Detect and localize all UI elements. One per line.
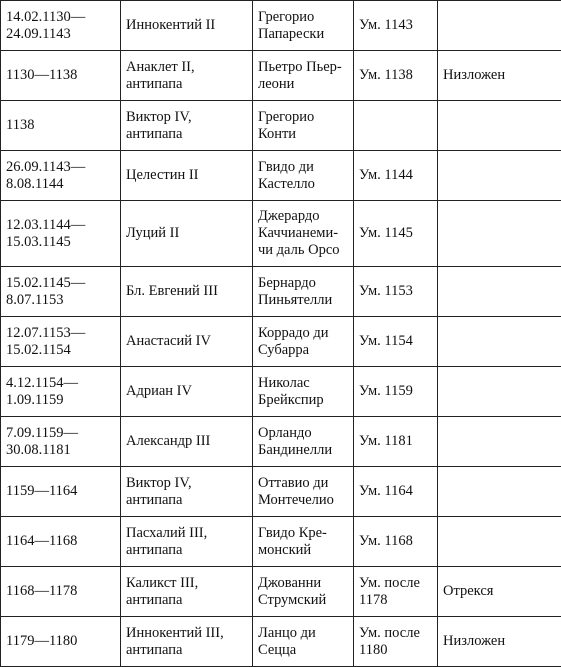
cell-secular-name: Гвидо Кре- монский	[253, 517, 354, 567]
cell-note	[438, 517, 561, 567]
table-row	[1, 267, 561, 317]
cell-pope-name: Виктор IV, антипапа	[121, 467, 253, 517]
cell-secular-name: Джерардо Каччианеми- чи даль Орсо	[253, 201, 354, 267]
cell-secular-name: Коррадо ди Субарра	[253, 317, 354, 367]
cell-pope-name: Анаклет II, антипапа	[121, 51, 253, 101]
table-row	[1, 101, 561, 151]
cell-pope-name: Пасхалий III, антипапа	[121, 517, 253, 567]
cell-note	[438, 317, 561, 367]
cell-death: Ум. 1145	[354, 201, 438, 267]
cell-note	[438, 201, 561, 267]
table-row	[1, 467, 561, 517]
cell-secular-name: Пьетро Пьер- леони	[253, 51, 354, 101]
cell-dates: 1168—1178	[1, 567, 121, 617]
cell-pope-name: Анастасий IV	[121, 317, 253, 367]
cell-note	[438, 267, 561, 317]
table-row	[1, 201, 561, 267]
cell-death: Ум. 1144	[354, 151, 438, 201]
cell-death: Ум. 1138	[354, 51, 438, 101]
cell-dates: 14.02.1130— 24.09.1143	[1, 1, 121, 51]
cell-secular-name: Бернардо Пиньятелли	[253, 267, 354, 317]
cell-pope-name: Александр III	[121, 417, 253, 467]
cell-pope-name: Луций II	[121, 201, 253, 267]
cell-note	[438, 417, 561, 467]
cell-pope-name: Иннокентий III, антипапа	[121, 617, 253, 667]
cell-death: Ум. 1159	[354, 367, 438, 417]
cell-secular-name: Грегорио Конти	[253, 101, 354, 151]
cell-note	[438, 151, 561, 201]
table-row	[1, 367, 561, 417]
cell-death: Ум. 1168	[354, 517, 438, 567]
cell-dates: 12.03.1144— 15.03.1145	[1, 201, 121, 267]
cell-secular-name: Ланцо ди Сецца	[253, 617, 354, 667]
cell-dates: 15.02.1145— 8.07.1153	[1, 267, 121, 317]
cell-death: Ум. 1164	[354, 467, 438, 517]
cell-pope-name: Каликст III, антипапа	[121, 567, 253, 617]
table-row	[1, 617, 561, 667]
cell-note: Низложен	[438, 617, 561, 667]
cell-pope-name: Целестин II	[121, 151, 253, 201]
table-row	[1, 1, 561, 51]
cell-dates: 1159—1164	[1, 467, 121, 517]
cell-death: Ум. 1181	[354, 417, 438, 467]
cell-pope-name: Иннокентий II	[121, 1, 253, 51]
cell-dates: 4.12.1154— 1.09.1159	[1, 367, 121, 417]
cell-note	[438, 367, 561, 417]
table-row	[1, 417, 561, 467]
table-row	[1, 151, 561, 201]
table-row	[1, 51, 561, 101]
cell-pope-name: Адриан IV	[121, 367, 253, 417]
cell-note	[438, 101, 561, 151]
cell-dates: 1138	[1, 101, 121, 151]
cell-secular-name: Джованни Струмский	[253, 567, 354, 617]
cell-dates: 1130—1138	[1, 51, 121, 101]
cell-dates: 26.09.1143— 8.08.1144	[1, 151, 121, 201]
table-row	[1, 517, 561, 567]
cell-secular-name: Николас Брейкспир	[253, 367, 354, 417]
cell-pope-name: Бл. Евгений III	[121, 267, 253, 317]
cell-secular-name: Орландо Бандинелли	[253, 417, 354, 467]
cell-dates: 1164—1168	[1, 517, 121, 567]
cell-secular-name: Гвидо ди Кастелло	[253, 151, 354, 201]
cell-note: Низложен	[438, 51, 561, 101]
cell-death: Ум. после 1180	[354, 617, 438, 667]
table-row	[1, 567, 561, 617]
cell-dates: 12.07.1153— 15.02.1154	[1, 317, 121, 367]
cell-death: Ум. 1154	[354, 317, 438, 367]
cell-note: Отрекся	[438, 567, 561, 617]
cell-dates: 1179—1180	[1, 617, 121, 667]
cell-secular-name: Оттавио ди Монтечелио	[253, 467, 354, 517]
cell-death: Ум. после 1178	[354, 567, 438, 617]
table-row	[1, 317, 561, 367]
cell-secular-name: Грегорио Папарески	[253, 1, 354, 51]
cell-death: Ум. 1143	[354, 1, 438, 51]
cell-note	[438, 467, 561, 517]
cell-note	[438, 1, 561, 51]
cell-dates: 7.09.1159— 30.08.1181	[1, 417, 121, 467]
cell-death	[354, 101, 438, 151]
cell-death: Ум. 1153	[354, 267, 438, 317]
cell-pope-name: Виктор IV, антипапа	[121, 101, 253, 151]
